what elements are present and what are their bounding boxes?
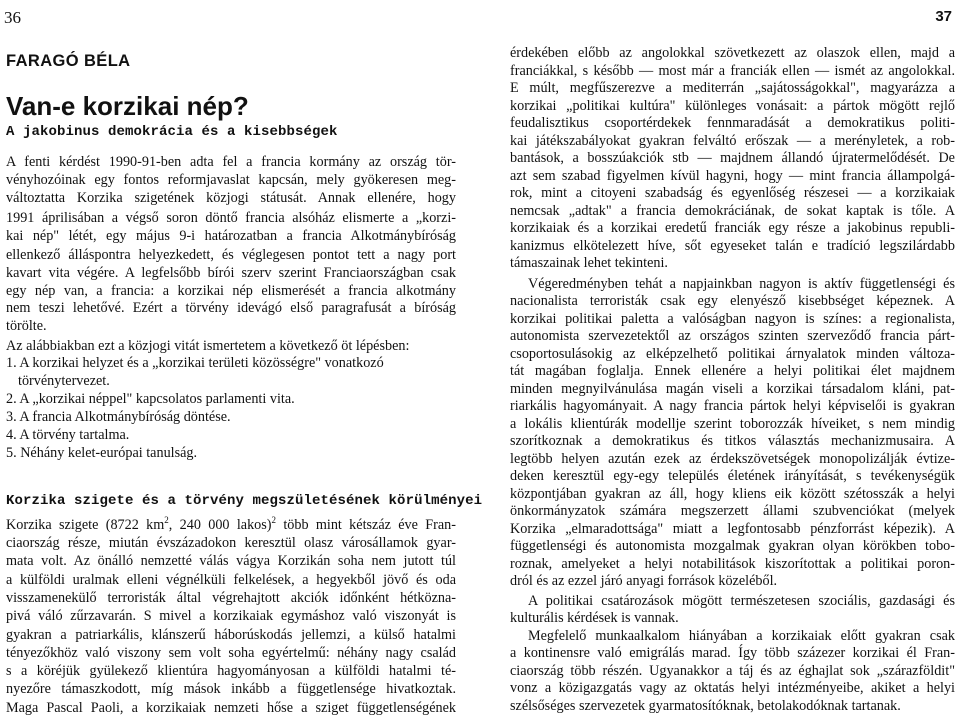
list-item: 1. A korzikai helyzet és a „korzikai területi közösségre" vonatkozó	[6, 355, 384, 371]
list-item: 2. A „korzikai néppel" kapcsolatos parlamenti vita.	[6, 391, 295, 407]
body-text-line: ciaország több részén. Ugyanakkor a táj és az éghajlat sok „szárazföldit"	[510, 662, 955, 679]
page-number-right: 37	[935, 8, 952, 25]
body-text-line: nem teszi lehetővé. Ezért a törvény idevágó első paragrafusát a bíróság	[6, 300, 456, 316]
list-item: törvénytervezet.	[18, 373, 110, 389]
body-text-line: a külföldi uralmak elleni végnélküli felkelések, a hegyekből jövő és oda	[6, 571, 456, 588]
body-text-line: kavart vita végére. A legfelsőbb bírói szerv szerint Franciaországban csak	[6, 265, 456, 281]
body-text-line: önkormányzatok számára megszerzett állami szubvenciókat (melyek	[510, 503, 955, 519]
body-text-line: kanizmus elkötelezett híve, sőt egyeseket talán e tradíció legszilárdabb	[510, 237, 955, 254]
body-text-line: törölte.	[6, 318, 47, 334]
body-text-line: franciákkal, s később — most már a franciák ellen — ismét az angolokkal.	[510, 62, 955, 79]
body-text-line: kai játékszabályokat gyakran felváltó erőszak — a merényletek, a rob-	[510, 132, 955, 149]
body-text-line: vényhozóinak egy fontos reformjavaslat kapcsán, mely gyökeresen meg-	[6, 172, 456, 188]
body-text-line: Az alábbiakban ezt a közjogi vitát ismertetem a következő öt lépésben:	[6, 338, 410, 354]
section-heading-2: Korzika szigete és a törvény megszületésének körülményei	[6, 493, 483, 509]
body-text-line: támaszainak lehet tekinteni.	[510, 255, 668, 271]
body-text-line: egy nép van, a francia: a korzikai nép elismerését a francia alkotmány	[6, 283, 456, 299]
list-item: 5. Néhány kelet-európai tanulság.	[6, 445, 198, 461]
body-text-line: deken keresztül egy-egy település életének irányítását, s tevékenységük	[510, 468, 955, 484]
body-text-line: korzikai „politikai kultúra" különleges vonásait: a pártok mögött rejlő	[510, 97, 955, 114]
body-text-line: kai nép" létét, egy május 9-i határozatban a francia Alkotmánybíróság	[6, 228, 456, 244]
body-text-line: nemcsak „adtak" a francia demokráciának, de sokat kaptak is tőle. A	[510, 202, 955, 219]
body-text-line: autonomista szervezetektől az országos szinten szerveződő francia párt-	[510, 328, 955, 344]
article-title: Van-e korzikai nép?	[6, 91, 249, 121]
body-text-line: minden megnyilvánulása magán viseli a korzikai társadalom kláni, pat-	[510, 380, 955, 397]
body-text-line: rok, mint a citoyeni szabadság és egyenlőség részesei — a korzikaiak	[510, 185, 955, 201]
body-text-line: 1991 áprilisában a végső soron döntő francia alsóház elismerte a „korzi-	[6, 210, 456, 226]
body-text-line: azt sem szabad figyelmen kívül hagyni, hogy — mint francia állampolgá-	[510, 167, 955, 184]
body-text-line: ellenkező álláspontra helyezkedett, és véglegesen pontot tett a nagy port	[6, 247, 456, 263]
body-text-line: Megfelelő munkaalkalom hiányában a korzikaiak előtt gyakran csak	[528, 627, 955, 644]
body-text-line: dról és az ezzel járó anyagi források közeléből.	[510, 573, 778, 589]
body-text-line: a lokális klientúrák modellje szerint toborozzák híveiket, s nem mindig	[510, 415, 955, 432]
body-text-line: bantások, a bosszúakciók stb — majdnem állandó újratermelődését. De	[510, 150, 955, 166]
section-heading-1: A jakobinus demokrácia és a kisebbségek	[6, 124, 338, 140]
body-text-line: tényezőkhöz való viszony sem volt soha egyértelmű: néhány nagy család	[6, 644, 456, 661]
body-text-line: korzikaiak és a korzikai eredetű franciák egy része a jakobinus republi-	[510, 220, 955, 236]
body-text-line: s a köréjük gyülekező klientúra hagyományosan a külföldi hatalmi té-	[6, 663, 456, 680]
body-text-line: Végeredményben tehát a napjainkban nagyon is aktív függetlenségi és	[528, 275, 955, 292]
page-number-left: 36	[4, 8, 21, 27]
body-text-line: a kontinensre való emigrálás marad. Így több százezer korzikai él Fran-	[510, 645, 955, 661]
author-name: FARAGÓ BÉLA	[6, 52, 131, 70]
body-text-line: mata volt. Az önálló nemzetté válás vágya Korzikán soha nem jutott túl	[6, 553, 456, 570]
list-item: 4. A törvény tartalma.	[6, 427, 130, 443]
body-text-line: központjában gyakran az áll, hogy kliens eik között szétosszák a helyi	[510, 485, 955, 502]
body-text-line: Maga Pascal Paoli, a korzikaiak nemzeti hőse a sziget függetlenségének	[6, 699, 456, 716]
body-text-line: függetlenségi és autonomista mozgalmak gyakran olyan körökben tobo-	[510, 538, 955, 554]
body-text-line: legtöbb helyen azután ezek az érdekszövetségek monopolizálják évtize-	[510, 450, 955, 467]
body-text-line: ciaország része, miután évszázadokon keresztül olasz városállamok gyar-	[6, 535, 456, 551]
body-text-line: tát magában foglalja. Ennek ellenére a helyi politikai élet majdnem	[510, 363, 955, 379]
body-text-line: E múlt, megfűszerezve a mediterrán „sajátosságokkal", magyarázza a	[510, 80, 955, 96]
body-text-line: pivá váló zűrzavarán. S mivel a korzikaiak egymáshoz való viszonyát is	[6, 608, 456, 625]
body-text-line: nacionalista terroristák csak egy elenyésző kisebbséget képeznek. A	[510, 293, 955, 309]
body-text-line: korzikai politikai paletta a valóságban nagyon is színes: a regionalista,	[510, 310, 955, 327]
list-item: 3. A francia Alkotmánybíróság döntése.	[6, 409, 231, 425]
body-text-line: feudalisztikus csoportérdekek fennmaradását a demokratikus politi-	[510, 115, 955, 131]
body-text-line: szorítkoznak a demokratikus és titkos választás mechanizmusaira. A	[510, 433, 955, 449]
body-text-line: nyezőre támaszkodott, míg mások inkább a függetlensége hivatkoztak.	[6, 681, 456, 698]
body-text-line: csoportosulásokig az elképzelhető politikai árnyalatok minden változa-	[510, 345, 955, 362]
body-text-line: érdekében előbb az angolokkal szövetkezett az olaszok ellen, majd a	[510, 45, 955, 61]
body-text-line: riarkális hagyományait. A nagy francia pártok helyi képviselői is gyakran	[510, 398, 955, 414]
body-text-line: vonz a közigazgatás vagy az oktatás helyi intézményeibe, akiket a helyi	[510, 680, 955, 696]
body-text-line: A fenti kérdést 1990-91-ben adta fel a francia kormány az ország tör-	[6, 154, 456, 170]
body-text-line: roznak, amelyeket a helyi notabilitások kiszorítottak a politikai poron-	[510, 555, 955, 572]
section-2-first-line: Korzika szigete (8722 $km^2$, 240 000 lakos)$^2$ több mint kétszáz éve Fran-	[6, 515, 456, 533]
body-text-line: szélsőséges szervezetek gyarmatosítóknak, betolakodóknak tartanak.	[510, 697, 901, 714]
body-text-line: kulturális kérdések is vannak.	[510, 610, 679, 626]
body-text-line: visszamenekülő terroristák által végrehajtott akciók időnként hétközna-	[6, 589, 456, 606]
body-text-line: változtatta Korzika szigetének közjogi státusát. Annak ellenére, hogy	[6, 190, 456, 206]
body-text-line: A politikai csatározások mögött természetesen szociális, gazdasági és	[528, 592, 955, 609]
body-text-line: Korzika „elmaradottsága" miatt a legfontosabb pénzforrást képezik). A	[510, 520, 955, 537]
body-text-line: gyakran a patriarkális, klánszerű háborúskodás jellemzi, a külső hatalmi	[6, 626, 456, 643]
